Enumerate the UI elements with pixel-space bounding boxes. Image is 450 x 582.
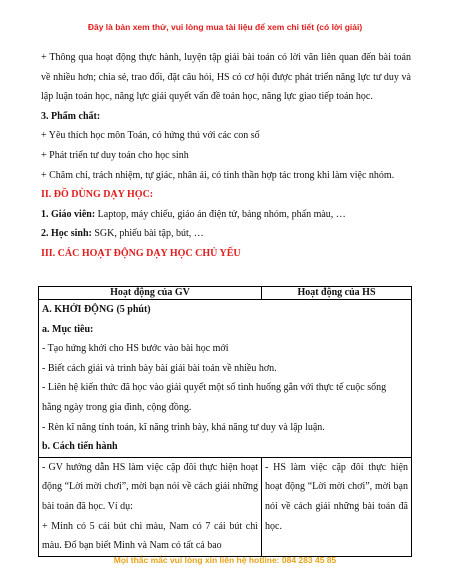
bottom-hotline-banner: Mọi thắc mắc vui lòng xin liên hệ hotline: 084 283 45 85 bbox=[113, 555, 337, 565]
warmup-cell bbox=[39, 300, 412, 458]
method-heading: b. Cách tiến hành bbox=[42, 441, 118, 453]
student-label: 2. Học sinh: bbox=[41, 228, 92, 240]
student-text: SGK, phiếu bài tập, bút, … bbox=[91, 228, 204, 240]
teacher-line bbox=[41, 205, 411, 225]
section-iii-heading: III. CÁC HOẠT ĐỘNG DẠY HỌC CHỦ YẾU bbox=[41, 247, 241, 259]
teacher-text: Laptop, máy chiếu, giáo án điện tử, bảng nhóm, phấn màu, … bbox=[95, 208, 346, 220]
table-header-row bbox=[39, 287, 412, 300]
goal-heading: a. Mục tiêu: bbox=[42, 323, 94, 335]
top-banner: Đây là bản xem thử, vui lòng mua tài liệu để xem chi tiết (có lời giải) bbox=[87, 22, 363, 32]
teacher-activity-cell bbox=[39, 457, 262, 556]
qualities-heading: 3. Phẩm chất: bbox=[41, 110, 101, 122]
section-a-title: A. KHỞI ĐỘNG (5 phút) bbox=[42, 304, 151, 315]
table-row bbox=[39, 457, 412, 556]
quality-item: + Phát triển tư duy toán cho học sinh bbox=[41, 149, 189, 161]
table-row bbox=[39, 300, 412, 458]
goal-item: - Rèn kĩ năng tính toán, kĩ năng trình bày, khả năng tư duy và lập luận. bbox=[42, 421, 325, 433]
quality-item: + Yêu thích học môn Toán, có hứng thú với các con số bbox=[41, 130, 260, 142]
section-ii-heading: II. ĐỒ DÙNG DẠY HỌC: bbox=[41, 189, 154, 201]
goal-item: - Tạo hứng khởi cho HS bước vào bài học mới bbox=[42, 343, 229, 355]
student-activity-cell bbox=[262, 457, 412, 556]
document-body bbox=[41, 48, 411, 264]
quality-item: + Chăm chỉ, trách nhiệm, tự giác, nhân ái, có tinh thần hợp tác trong khi làm việc nhóm. bbox=[41, 169, 395, 181]
capacity-paragraph: + Thông qua hoạt động thực hành, luyện tập giải bài toán có lời văn liên quan đến bài toán về nhiều hơn; chia sẻ, trao đổi, đặt câu hỏi, HS có cơ hội được phát triển năng lực tư duy và lập luận toán học, năng lực giải quyết vấn đề toán học, năng lực giao tiếp toán học. bbox=[41, 52, 411, 103]
teacher-step: - GV hướng dẫn HS làm việc cặp đôi thực hiện hoạt động “Lời mời chơi”, mời bạn nói về cách giải những bài toán đã học. Ví dụ: bbox=[42, 461, 258, 512]
student-line bbox=[41, 224, 411, 244]
header-teacher-activity: Hoạt động của GV bbox=[39, 287, 262, 300]
header-student-activity: Hoạt động của HS bbox=[262, 287, 412, 300]
activities-table bbox=[38, 286, 412, 557]
goal-item: - Biết cách giải và trình bày bài giải bài toán về nhiều hơn. bbox=[42, 362, 277, 374]
teacher-label: 1. Giáo viên: bbox=[41, 208, 96, 220]
goal-item: - Liên hệ kiến thức đã học vào giải quyết một số tình huống gắn với thực tế cuộc sống hằng ngày trong gia đình, cộng đồng. bbox=[42, 382, 387, 413]
student-step: - HS làm việc cặp đôi thực hiện hoạt động “Lời mời chơi”, mời bạn nói về cách giải những bài toán đã học. bbox=[265, 461, 408, 532]
teacher-example: + Minh có 5 cái bút chì màu, Nam có 7 cái bút chì màu. Đố bạn biết Minh và Nam có tất cả bao bbox=[42, 520, 258, 552]
